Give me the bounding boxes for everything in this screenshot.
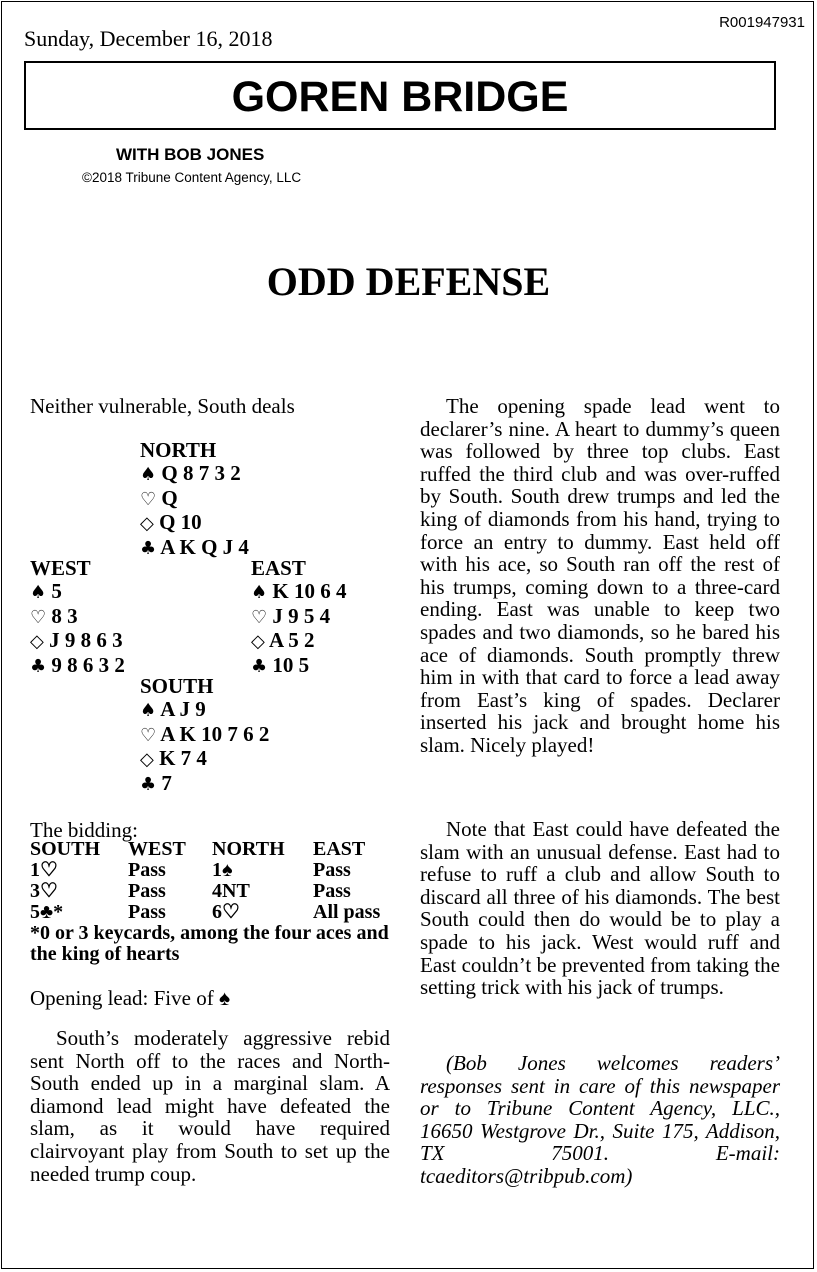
hand-east-label: EAST: [251, 556, 306, 580]
bidding-label: The bidding:: [30, 818, 138, 842]
hand-north-hearts: ♡ Q: [140, 485, 178, 510]
hand-south-label: SOUTH: [140, 674, 214, 698]
hand-east-diamonds: ◇ A 5 2: [251, 628, 315, 653]
hand-west-clubs: ♣ 9 8 6 3 2: [30, 652, 125, 677]
bid-cell: 6♡: [212, 901, 240, 923]
hand-west-spades: ♠ 5: [30, 579, 62, 604]
hand-north-diamonds: ◇ Q 10: [140, 510, 202, 535]
article-paragraph-left: South’s moderately aggressive rebid sent North off to the races and North-South ended up in a marginal slam. A diamond lead might have defeated the slam, as it would have required clairvoyant play from South to set up the needed trump coup.: [30, 1026, 390, 1186]
hand-west-hearts: ♡ 8 3: [30, 603, 78, 628]
hand-south-spades: ♠ A J 9: [140, 697, 206, 722]
hand-east-clubs: ♣ 10 5: [251, 652, 310, 677]
bid-cell: Pass: [313, 859, 351, 881]
bid-cell: Pass: [128, 880, 166, 902]
hand-south-clubs: ♣ 7: [140, 770, 172, 795]
publication-date: Sunday, December 16, 2018: [24, 26, 273, 51]
spade-icon: ♠: [251, 582, 268, 604]
heart-icon: ♡: [140, 724, 157, 746]
heart-icon: ♡: [140, 488, 157, 510]
headline: ODD DEFENSE: [266, 259, 551, 304]
document-code: R001947931: [719, 14, 805, 31]
heart-icon: ♡: [251, 606, 268, 628]
vulnerability: Neither vulnerable, South deals: [30, 394, 295, 418]
hand-east: [251, 557, 346, 678]
club-icon: ♣: [140, 537, 157, 559]
diamond-icon: ◇: [30, 631, 44, 653]
byline: WITH BOB JONES: [116, 145, 265, 164]
heart-icon: ♡: [30, 606, 47, 628]
hand-east-hearts: ♡ J 9 5 4: [251, 603, 331, 628]
hand-south-hearts: ♡ A K 10 7 6 2: [140, 721, 270, 746]
diamond-icon: ◇: [140, 749, 154, 771]
bid-cell: Pass: [313, 880, 351, 902]
diamond-icon: ◇: [251, 631, 265, 653]
hand-west: [30, 557, 125, 678]
bidding-header: WEST: [128, 838, 186, 860]
hand-west-diamonds: ◇ J 9 8 6 3: [30, 628, 123, 653]
hand-south-diamonds: ◇ K 7 4: [140, 746, 207, 771]
bid-cell: 1♠: [212, 859, 233, 881]
hand-east-spades: ♠ K 10 6 4: [251, 579, 347, 604]
bidding-header: SOUTH: [30, 838, 101, 860]
opening-lead: Opening lead: Five of ♠: [30, 986, 231, 1010]
club-icon: ♣: [140, 773, 157, 795]
hand-north: [140, 439, 249, 560]
hand-north-label: NORTH: [140, 438, 217, 462]
club-icon: ♣: [30, 655, 47, 677]
bid-cell: Pass: [128, 859, 166, 881]
bid-cell: 3♡: [30, 880, 58, 902]
bid-cell: 4NT: [212, 880, 250, 902]
masthead-box: [24, 61, 776, 130]
bid-cell: 5♣*: [30, 901, 64, 923]
bid-cell: All pass: [313, 901, 381, 923]
bidding-header: NORTH: [212, 838, 285, 860]
article-paragraph-right-2: Note that East could have defeated the slam with an unusual defense. East had to refuse to ruff a club and allow South to discard all three of his diamonds. The best South could then do would be to play a spade to his jack. West would ruff and East couldn’t be prevented from taking the setting trick with his jack of trumps.: [420, 817, 780, 1000]
bidding-header: EAST: [313, 838, 366, 860]
copyright: ©2018 Tribune Content Agency, LLC: [82, 170, 302, 185]
club-icon: ♣: [251, 655, 268, 677]
hand-north-clubs: ♣ A K Q J 4: [140, 534, 249, 559]
diamond-icon: ◇: [140, 513, 154, 535]
hand-west-label: WEST: [30, 556, 91, 580]
spade-icon: ♠: [140, 700, 157, 722]
masthead-title: GOREN BRIDGE: [231, 73, 569, 121]
bidding-note: *0 or 3 keycards, among the four aces and the king of hearts: [30, 922, 389, 965]
reader-note: (Bob Jones welcomes readers’ responses sent in care of this newspaper or to Tribune Content Agency, LLC., 16650 Westgrove Dr., Suite 175, Addison, TX 75001. E-mail: tcaeditors@tribpub.com): [420, 1051, 780, 1188]
article-paragraph-right-1: The opening spade lead went to declarer’s nine. A heart to dummy’s queen was followed by three top clubs. East ruffed the third club and was over-ruffed by South. South drew trumps and led the king of diamonds from his hand, trying to force an entry to dummy. East held off with his ace, so South ran off the rest of his trumps, coming down to a three-card ending. East was unable to keep two spades and two diamonds, so he bared his ace of diamonds. South promptly threw him in with that card to force a lead away from East’s king of spades. Declarer inserted his jack and brought home his slam. Nicely played!: [420, 394, 780, 757]
hand-north-spades: ♠ Q 8 7 3 2: [140, 461, 241, 486]
spade-icon: ♠: [140, 464, 157, 486]
hand-south: [140, 675, 269, 796]
bid-cell: Pass: [128, 901, 166, 923]
bid-cell: 1♡: [30, 859, 58, 881]
spade-icon: ♠: [30, 582, 47, 604]
